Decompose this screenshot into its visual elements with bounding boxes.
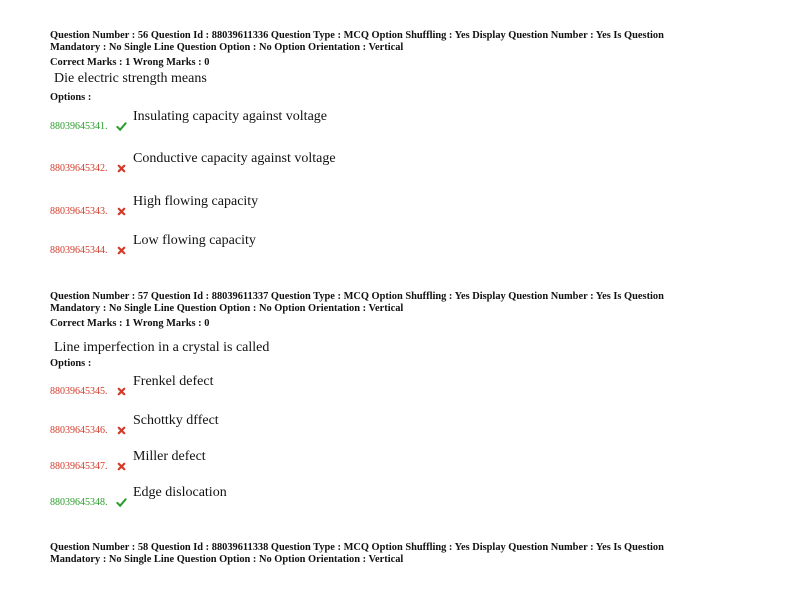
question-header-line2: Mandatory : No Single Line Question Option : No Option Orientation : Vertical — [50, 554, 404, 565]
option-text: Low flowing capacity — [133, 233, 256, 248]
option-id: 88039645348. — [50, 497, 108, 508]
option-row — [50, 195, 258, 217]
check-mark-icon — [115, 120, 127, 132]
question-header-line1: Question Number : 57 Question Id : 88039611337 Question Type : MCQ Option Shuffling : Yes Display Question Number : Yes Is Question — [50, 291, 664, 302]
question-header-line1: Question Number : 56 Question Id : 88039611336 Question Type : MCQ Option Shuffling : Yes Display Question Number : Yes Is Question — [50, 30, 664, 41]
cross-mark-icon — [115, 385, 127, 397]
options-label: Options : — [50, 358, 92, 369]
cross-mark-icon — [115, 424, 127, 436]
option-text: Frenkel defect — [133, 374, 214, 389]
option-row — [50, 450, 206, 472]
option-id: 88039645344. — [50, 245, 108, 256]
option-text: Insulating capacity against voltage — [133, 109, 327, 124]
question-header-line2: Mandatory : No Single Line Question Option : No Option Orientation : Vertical — [50, 42, 404, 53]
question-marks: Correct Marks : 1 Wrong Marks : 0 — [50, 57, 210, 68]
options-label: Options : — [50, 92, 92, 103]
question-header-line1: Question Number : 58 Question Id : 88039611338 Question Type : MCQ Option Shuffling : Yes Display Question Number : Yes Is Question — [50, 542, 664, 553]
question-header-line2: Mandatory : No Single Line Question Option : No Option Orientation : Vertical — [50, 303, 404, 314]
cross-mark-icon — [115, 205, 127, 217]
cross-mark-icon — [115, 244, 127, 256]
option-id: 88039645341. — [50, 121, 108, 132]
option-id: 88039645346. — [50, 425, 108, 436]
option-id: 88039645345. — [50, 386, 108, 397]
question-text: Die electric strength means — [54, 71, 207, 86]
option-id: 88039645342. — [50, 163, 108, 174]
option-text: Edge dislocation — [133, 485, 227, 500]
question-marks: Correct Marks : 1 Wrong Marks : 0 — [50, 318, 210, 329]
option-id: 88039645343. — [50, 206, 108, 217]
option-row — [50, 375, 213, 397]
option-row — [50, 414, 219, 436]
option-row — [50, 110, 327, 132]
check-mark-icon — [115, 496, 127, 508]
option-text: High flowing capacity — [133, 194, 259, 209]
option-row — [50, 486, 227, 508]
question-text: Line imperfection in a crystal is called — [54, 340, 270, 355]
option-text: Miller defect — [133, 449, 206, 464]
option-row — [50, 152, 336, 174]
option-id: 88039645347. — [50, 461, 108, 472]
cross-mark-icon — [115, 162, 127, 174]
option-text: Conductive capacity against voltage — [133, 151, 336, 166]
option-row — [50, 234, 256, 256]
cross-mark-icon — [115, 460, 127, 472]
option-text: Schottky dffect — [133, 413, 219, 428]
